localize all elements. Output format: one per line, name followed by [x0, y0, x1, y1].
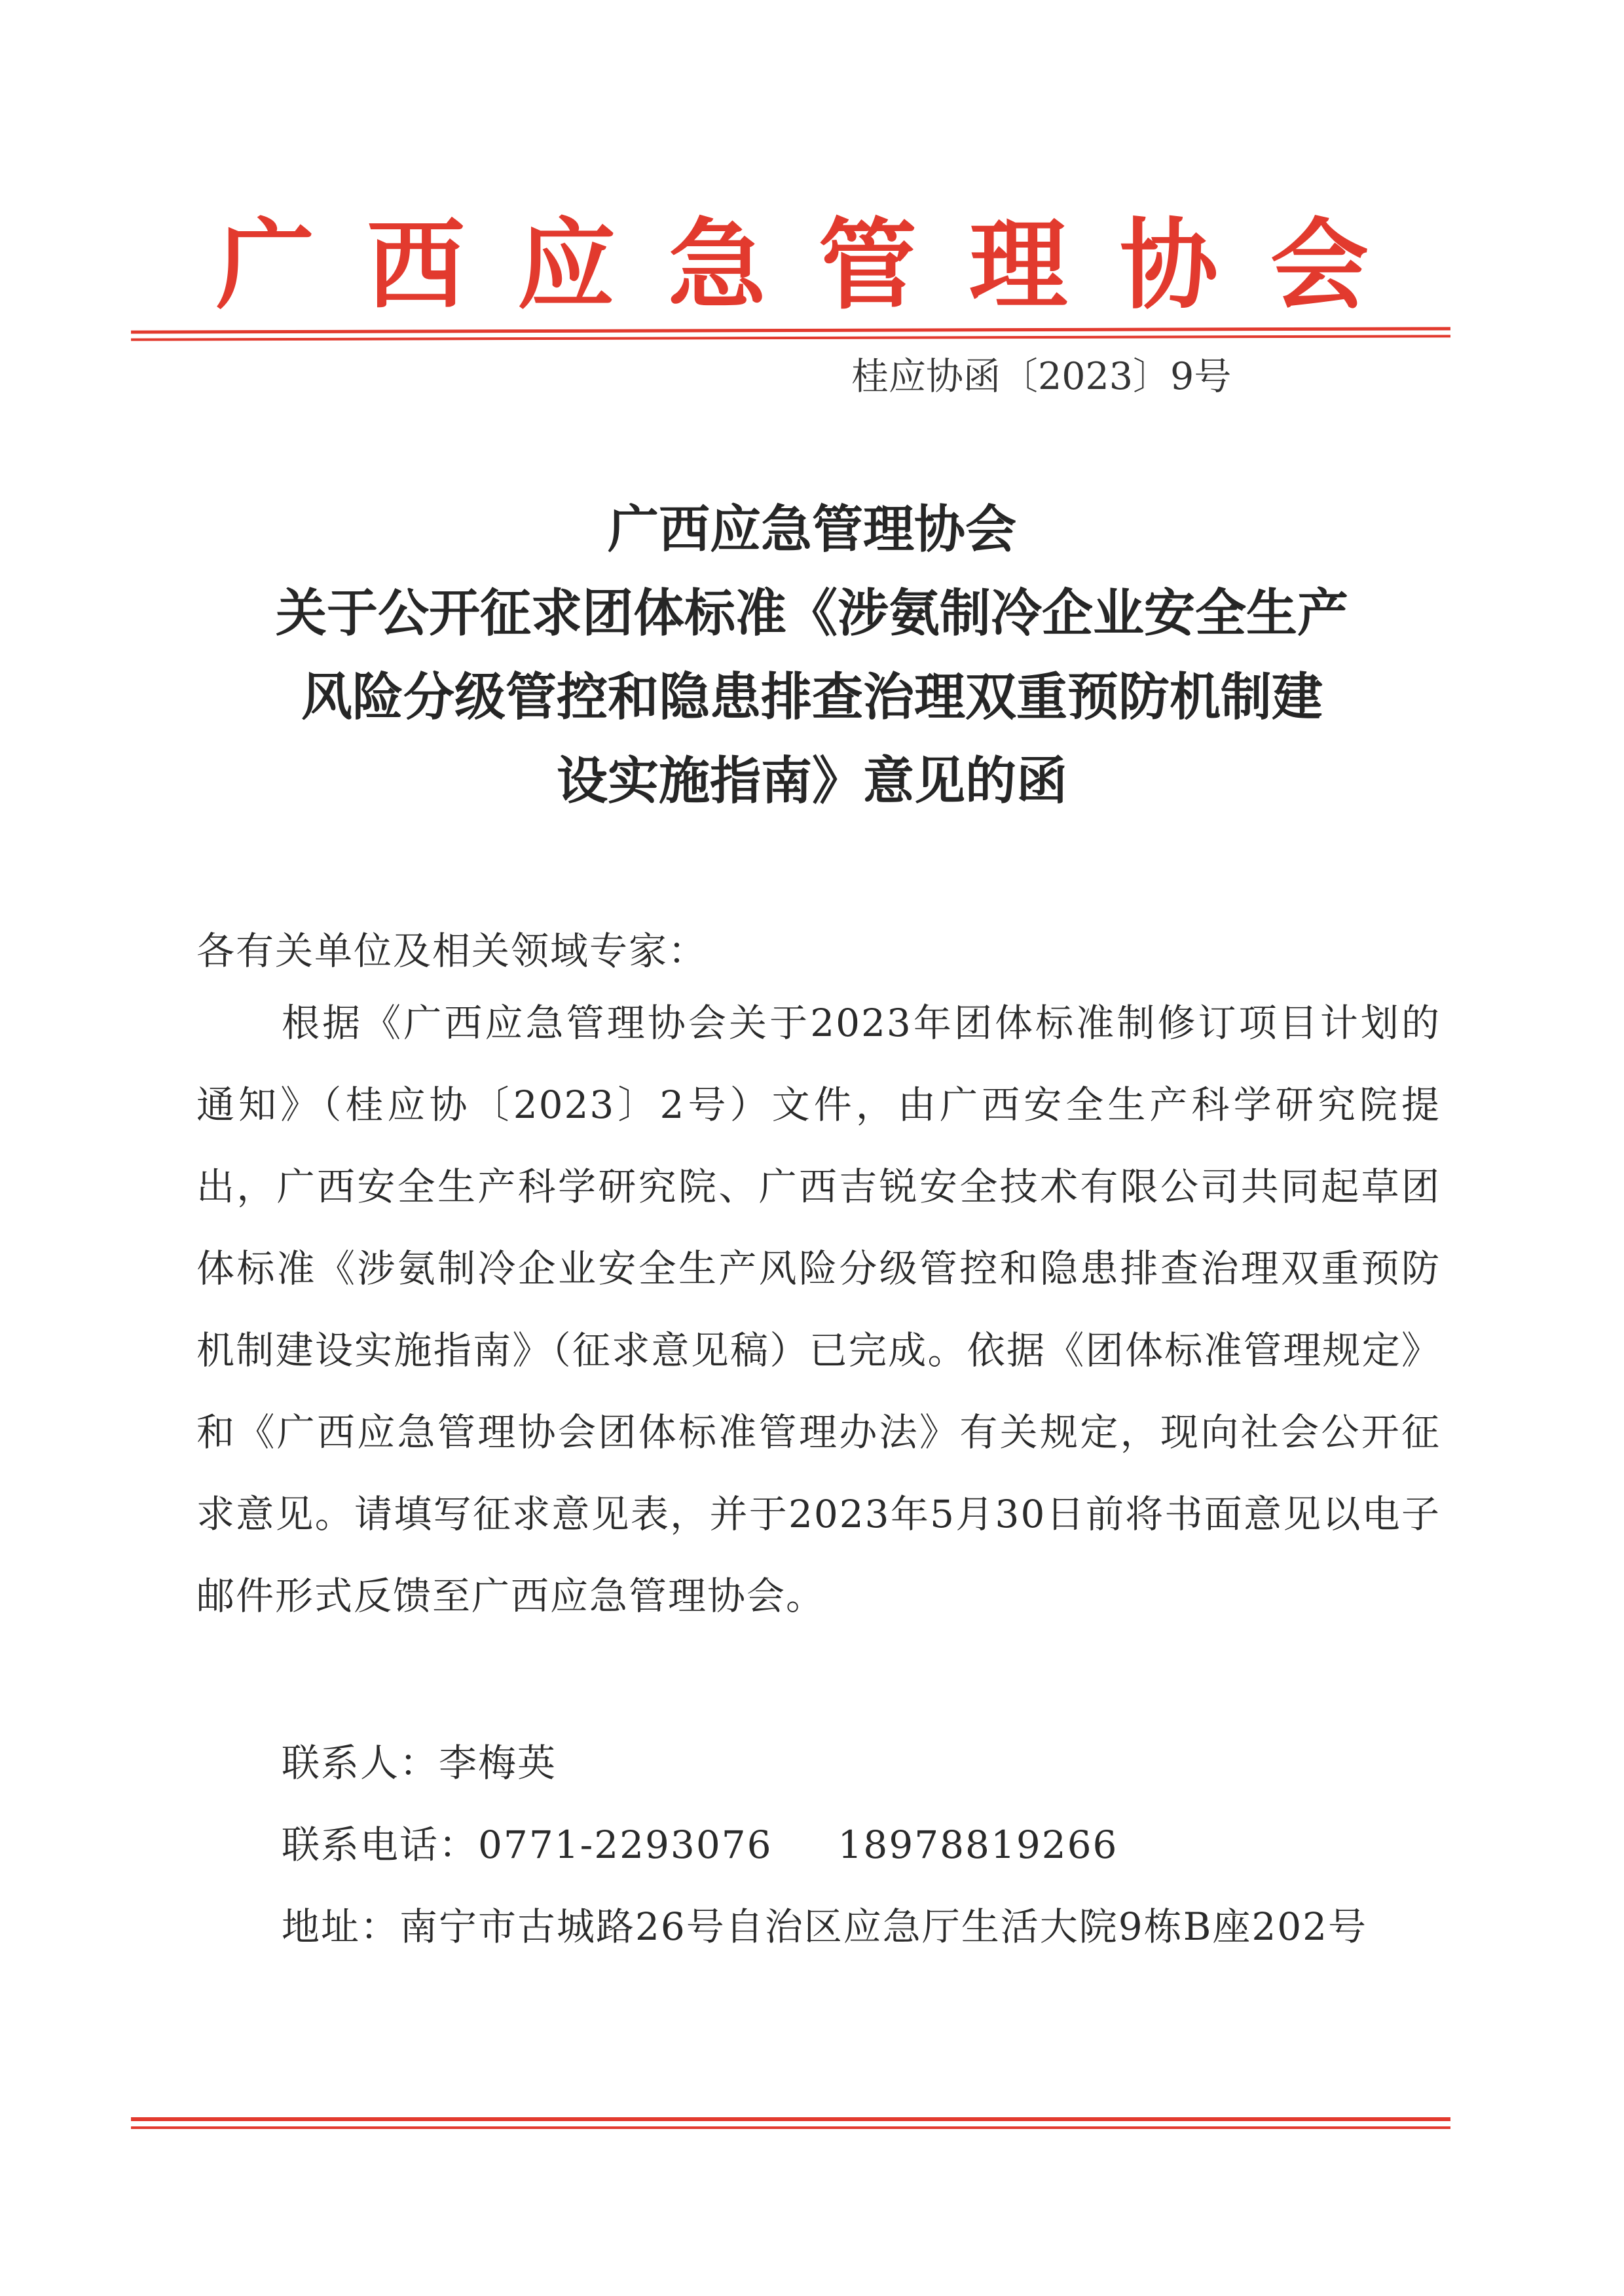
org-header-char: 急 [667, 208, 766, 323]
org-header [216, 206, 1369, 324]
phone-number-office: 0771-2293076 [478, 1823, 773, 1867]
title-line: 关于公开征求团体标准《涉氨制冷企业安全生产 [275, 584, 1348, 643]
header-red-rule [131, 327, 1450, 341]
salutation: 各有关单位及相关领域专家： [196, 929, 708, 973]
contact-phone [282, 1804, 1118, 1886]
letter-body: 根据《广西应急管理协会关于2023年团体标准制修订项目计划的通知》（桂应协〔2023〕2号）文件，由广西安全生产科学研究院提出，广西安全生产科学研究院、广西吉锐安全技术有限公司共同起草团体标准《涉氨制冷企业安全生产风险分级管控和隐患排查治理双重预防机制建设实施指南》（征求意见稿）已完成。依据《团体标准管理规定》和《广西应急管理协会团体标准管理办法》有关规定，现向社会公开征求意见。请填写征求意见表，并于2023年5月30日前将书面意见以电子邮件形式反馈至广西应急管理协会。 [196, 1001, 1441, 1618]
phone-number-mobile: 18978819266 [838, 1823, 1118, 1867]
address: 地址：南宁市古城路26号自治区应急厅生活大院9栋B座202号 [282, 1904, 1368, 1949]
org-header-char: 西 [366, 208, 465, 323]
org-header-char: 应 [517, 208, 616, 323]
title-line: 风险分级管控和隐患排查治理双重预防机制建 [301, 668, 1323, 727]
org-header-char: 管 [818, 208, 917, 323]
org-header-char: 会 [1270, 208, 1369, 323]
org-header-char: 理 [969, 208, 1067, 323]
contact-person: 联系人：李梅英 [282, 1741, 557, 1785]
title-line: 广西应急管理协会 [607, 500, 1016, 559]
org-header-char: 协 [1119, 208, 1218, 323]
document-number: 桂应协函〔2023〕9号 [851, 355, 1232, 398]
title-line: 设实施指南》意见的函 [556, 752, 1067, 811]
document-title [131, 488, 1493, 823]
footer-red-rule [131, 2117, 1450, 2129]
contact-phone-label: 联系电话： [282, 1823, 479, 1867]
org-header-char: 广 [216, 208, 315, 323]
